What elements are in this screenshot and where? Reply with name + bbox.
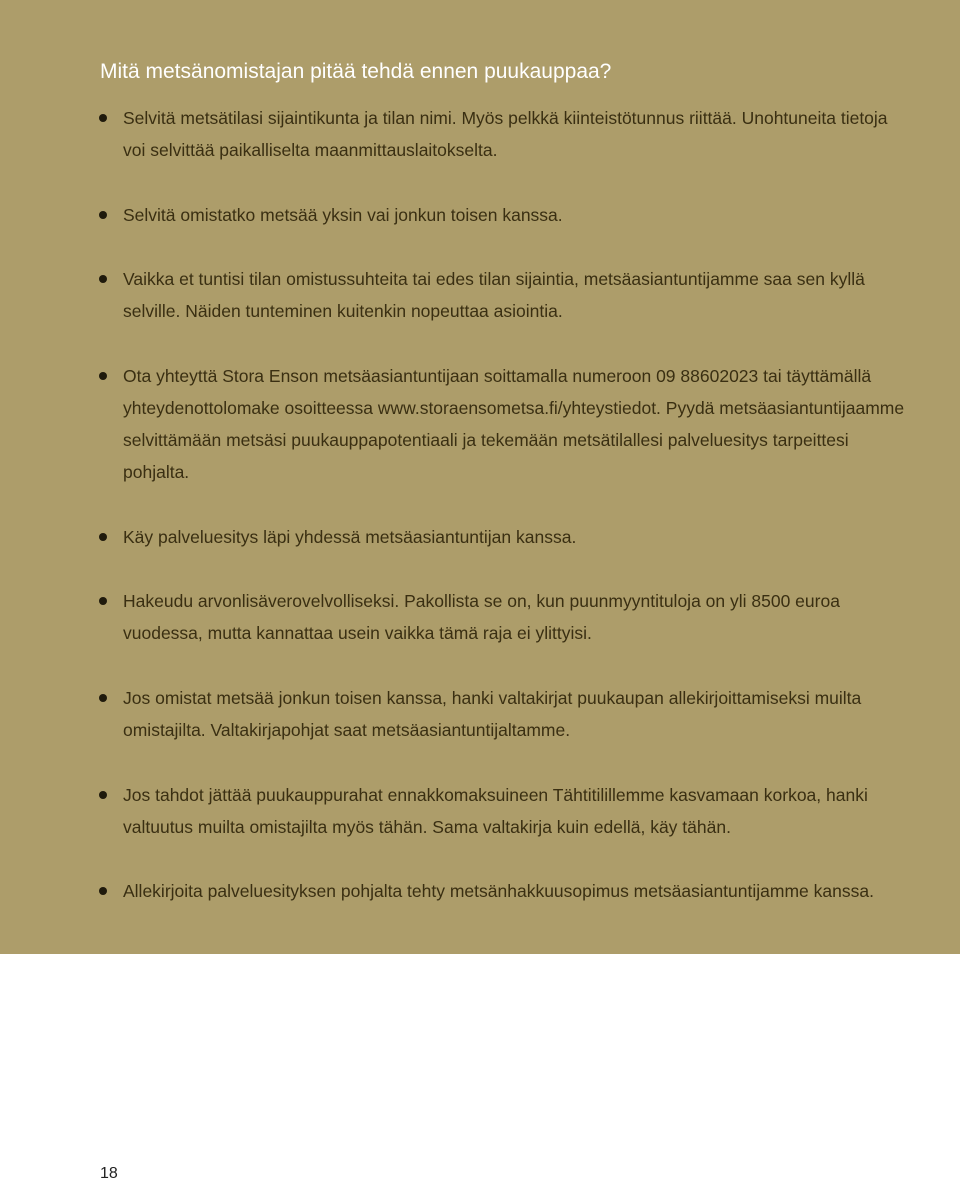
list-item-text: Jos tahdot jättää puukauppurahat ennakkomaksuineen Tähtitilillemme kasvamaan korkoa, hanki valtuutus muilta omistajilta myös tähän. Sama valtakirja kuin edellä, käy tähän. xyxy=(123,785,868,837)
bullet-icon xyxy=(99,275,107,283)
list-item-text: Selvitä metsätilasi sijaintikunta ja tilan nimi. Myös pelkkä kiinteistötunnus riittää. Unohtuneita tietoja voi selvittää paikalliselta maanmittauslaitokselta. xyxy=(123,108,888,160)
list-item-text: Vaikka et tuntisi tilan omistussuhteita tai edes tilan sijaintia, metsäasiantuntijamme saa sen kyllä selville. Näiden tunteminen kuitenkin nopeuttaa asiointia. xyxy=(123,269,865,321)
list-item-text: Jos omistat metsää jonkun toisen kanssa, hanki valtakirjat puukaupan allekirjoittamiseksi muilta omistajilta. Valtakirjapohjat saat metsäasiantuntijaltamme. xyxy=(123,688,862,740)
list-item-text: Ota yhteyttä Stora Enson metsäasiantuntijaan soittamalla numeroon 09 88602023 tai täyttämällä yhteydenottolomake osoitteessa www.storaensometsa.fi/yhteystiedot. Pyydä metsäasiantuntijaamme selvittämään metsäsi puukauppapotentiaali ja tekemään metsätilallesi palveluesitys tarpeittesi pohjalta. xyxy=(123,366,905,482)
list-item xyxy=(123,585,913,649)
page-number: 18 xyxy=(100,1165,118,1182)
list-item xyxy=(123,263,913,327)
bullet-icon xyxy=(99,372,107,380)
page-heading: Mitä metsänomistajan pitää tehdä ennen puukauppaa? xyxy=(100,60,612,83)
bullet-icon xyxy=(99,791,107,799)
list-item xyxy=(123,779,913,843)
bullet-icon xyxy=(99,887,107,895)
list-item xyxy=(123,682,913,746)
bullet-icon xyxy=(99,694,107,702)
list-item-text: Allekirjoita palveluesityksen pohjalta tehty metsänhakkuusopimus metsäasiantuntijamme kanssa. xyxy=(123,881,874,901)
list-item xyxy=(123,521,913,553)
list-item-text: Hakeudu arvonlisäverovelvolliseksi. Pakollista se on, kun puunmyyntituloja on yli 8500 euroa vuodessa, mutta kannattaa usein vaikka tämä raja ei ylittyisi. xyxy=(123,591,840,643)
bullet-icon xyxy=(99,211,107,219)
list-item-text: Selvitä omistatko metsää yksin vai jonkun toisen kanssa. xyxy=(123,205,563,225)
list-item xyxy=(123,199,913,231)
list-item xyxy=(123,875,913,907)
list-item xyxy=(123,360,913,488)
list-item-text: Käy palveluesitys läpi yhdessä metsäasiantuntijan kanssa. xyxy=(123,527,577,547)
bullet-icon xyxy=(99,533,107,541)
bullet-icon xyxy=(99,597,107,605)
list-item xyxy=(123,102,913,166)
bullet-icon xyxy=(99,114,107,122)
